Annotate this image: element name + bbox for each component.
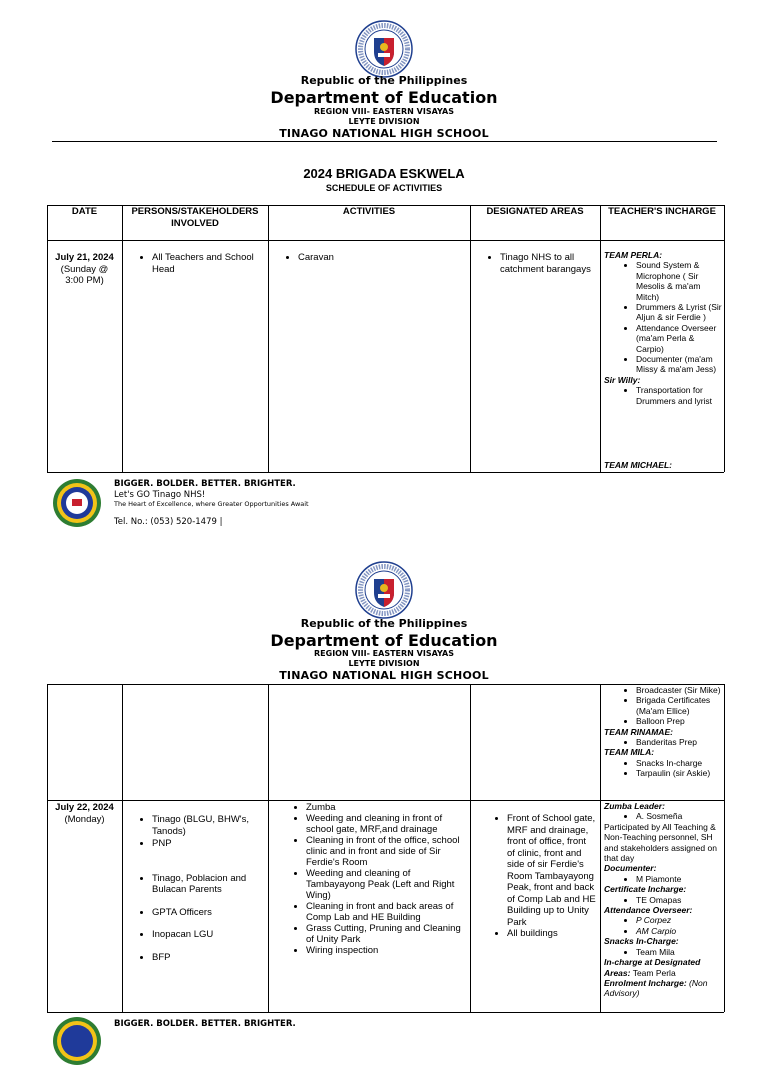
- department-text: Department of Education: [270, 88, 498, 107]
- list-item: • AM Carpio: [636, 926, 722, 936]
- team-rinamae-label: TEAM RINAMAE:: [604, 726, 673, 737]
- row2-teacher: [604, 801, 722, 999]
- document-title: 2024 BRIGADA ESKWELA: [303, 166, 465, 181]
- list-item: • Grass Cutting, Pruning and Cleaning of Unity Park: [306, 923, 468, 945]
- row1-date: [47, 252, 122, 287]
- list-item: • Banderitas Prep: [636, 737, 722, 747]
- division-text: LEYTE DIVISION: [348, 117, 420, 126]
- header-row-divider: [47, 240, 724, 241]
- list-item: • BFP: [152, 952, 266, 964]
- list-item: • Attendance Overseer (ma'am Perla & Carpio): [636, 323, 722, 354]
- list-item: • Snacks In-charge: [636, 758, 722, 768]
- enrolment-value: (Non Advisory): [604, 977, 708, 999]
- list-item: • Drummers & Lyrist (Sir Aljun & sir Ferdie ): [636, 302, 722, 323]
- department-text: Department of Education: [270, 631, 498, 650]
- row1-areas: [470, 252, 594, 275]
- snacks-label: Snacks In-Charge:: [604, 936, 679, 947]
- list-item: • Team Mila: [636, 947, 722, 957]
- deped-seal: [355, 561, 413, 619]
- header-activities: ACTIVITIES: [342, 206, 396, 217]
- row1-activities: [268, 252, 464, 264]
- division-text: LEYTE DIVISION: [348, 659, 420, 668]
- list-item: • Sound System & Microphone ( Sir Mesolis & ma'am Mitch): [636, 260, 722, 302]
- row2-date: [47, 802, 122, 825]
- list-item: • Balloon Prep: [636, 716, 722, 726]
- team-mila-label: TEAM MILA:: [604, 747, 655, 758]
- row2-date-main: July 22, 2024: [55, 802, 114, 813]
- footer-go: Let's GO Tinago NHS!: [114, 490, 206, 500]
- region-text: REGION VIII- EASTERN VISAYAS: [314, 649, 454, 658]
- col-divider: [268, 205, 269, 472]
- list-item: • Front of School gate, MRF and drainage, front of office, front of clinic, front and side of sir Ferdie's Room Tambayayong Peak, front and back of Comp Lab and HE Building up to Unity Park: [507, 813, 596, 928]
- list-item: • Weeding and cleaning of Tambayayong Peak (Left and Right Wing): [306, 868, 468, 901]
- designated-incharge: [604, 957, 722, 978]
- attendance-label: Attendance Overseer:: [604, 905, 693, 916]
- list-item: • All Teachers and School Head: [152, 252, 262, 275]
- list-item: • Inopacan LGU: [152, 929, 266, 941]
- row1-teacher-continued: [604, 685, 722, 779]
- list-item: • M Piamonte: [636, 874, 722, 884]
- list-item: • Documenter (ma'am Missy & ma'am Jess): [636, 354, 722, 375]
- header-areas: DESIGNATED AREAS: [486, 206, 584, 217]
- footer-slogan: BIGGER. BOLDER. BETTER. BRIGHTER.: [114, 479, 296, 489]
- designated-value: Team Perla: [632, 967, 676, 978]
- document-subtitle: SCHEDULE OF ACTIVITIES: [325, 183, 443, 193]
- enrolment-incharge: [604, 978, 722, 999]
- row1-teacher: [604, 250, 722, 470]
- table-border-bottom: [47, 472, 724, 473]
- list-item: • Caravan: [298, 252, 464, 264]
- row1-date-sub: (Sunday @ 3:00 PM): [60, 263, 109, 286]
- team-michael-label: TEAM MICHAEL:: [604, 460, 672, 470]
- list-item: • Tinago (BLGU, BHW's, Tanods): [152, 814, 266, 837]
- zumba-leader-label: Zumba Leader:: [604, 801, 665, 811]
- list-item: • GPTA Officers: [152, 907, 266, 919]
- col-divider: [724, 205, 725, 472]
- enrolment-label: Enrolment Incharge:: [604, 977, 687, 988]
- region-text: REGION VIII- EASTERN VISAYAS: [314, 107, 454, 116]
- list-item: • TE Omapas: [636, 895, 722, 905]
- republic-text: Republic of the Philippines: [300, 617, 468, 630]
- participated-text: Participated by All Teaching & Non-Teaching personnel, SH and stakeholders assigned on that day: [604, 821, 717, 864]
- col-divider: [724, 684, 725, 1012]
- row2-activities: [268, 802, 468, 956]
- deped-seal: [355, 20, 413, 78]
- list-item: • P Corpez: [636, 915, 722, 925]
- school-logo: [52, 478, 102, 528]
- footer-heart: The Heart of Excellence, where Greater Opportunities Await: [114, 500, 309, 508]
- col-divider: [122, 205, 123, 472]
- list-item: • All buildings: [507, 928, 596, 940]
- school-name: TINAGO NATIONAL HIGH SCHOOL: [279, 669, 489, 682]
- list-item: • Broadcaster (Sir Mike): [636, 685, 722, 695]
- sir-willy-label: Sir Willy:: [604, 374, 641, 385]
- col-divider: [600, 205, 601, 472]
- list-item: • PNP: [152, 838, 266, 850]
- republic-text: Republic of the Philippines: [300, 74, 468, 87]
- list-item: • Tinago, Poblacion and Bulacan Parents: [152, 873, 266, 896]
- list-item: • A. Sosmeña: [636, 811, 722, 821]
- designated-label: In-charge at Designated Areas:: [604, 957, 701, 978]
- header-persons: PERSONS/STAKEHOLDERS INVOLVED: [131, 206, 259, 229]
- col-divider: [47, 684, 48, 1012]
- header-rule: [52, 141, 717, 142]
- list-item: • Weeding and cleaning in front of school gate, MRF,and drainage: [306, 813, 468, 835]
- header-teacher: TEACHER'S INCHARGE: [608, 206, 716, 217]
- school-name: TINAGO NATIONAL HIGH SCHOOL: [279, 127, 489, 140]
- list-item: • Tinago NHS to all catchment barangays: [500, 252, 594, 275]
- list-item: • Zumba: [306, 802, 468, 813]
- row1-persons: [122, 252, 262, 275]
- footer-tel: Tel. No.: (053) 520-1479 |: [114, 517, 223, 527]
- header-date: DATE: [71, 206, 98, 217]
- team-perla-label: TEAM PERLA:: [604, 250, 663, 260]
- list-item: • Cleaning in front of the office, school clinic and in front and side of Sir Ferdie's Room: [306, 835, 468, 868]
- col-divider: [600, 684, 601, 1012]
- col-divider: [470, 205, 471, 472]
- table-border-bottom: [47, 1012, 724, 1013]
- row2-date-sub: (Monday): [64, 813, 105, 825]
- list-item: • Transportation for Drummers and lyrist: [636, 385, 722, 406]
- certificate-label: Certificate Incharge:: [604, 884, 687, 895]
- documenter-label: Documenter:: [604, 863, 657, 874]
- row2-persons: [122, 814, 266, 963]
- list-item: • Tarpaulin (sir Askie): [636, 768, 722, 778]
- list-item: • Wiring inspection: [306, 945, 468, 956]
- list-item: • Brigada Certificates (Ma'am Ellice): [636, 695, 722, 716]
- list-item: • Cleaning in front and back areas of Comp Lab and HE Building: [306, 901, 468, 923]
- row1-date-main: July 21, 2024: [55, 252, 114, 263]
- footer-slogan: BIGGER. BOLDER. BETTER. BRIGHTER.: [114, 1019, 296, 1029]
- row2-areas: [470, 813, 596, 940]
- col-divider: [47, 205, 48, 472]
